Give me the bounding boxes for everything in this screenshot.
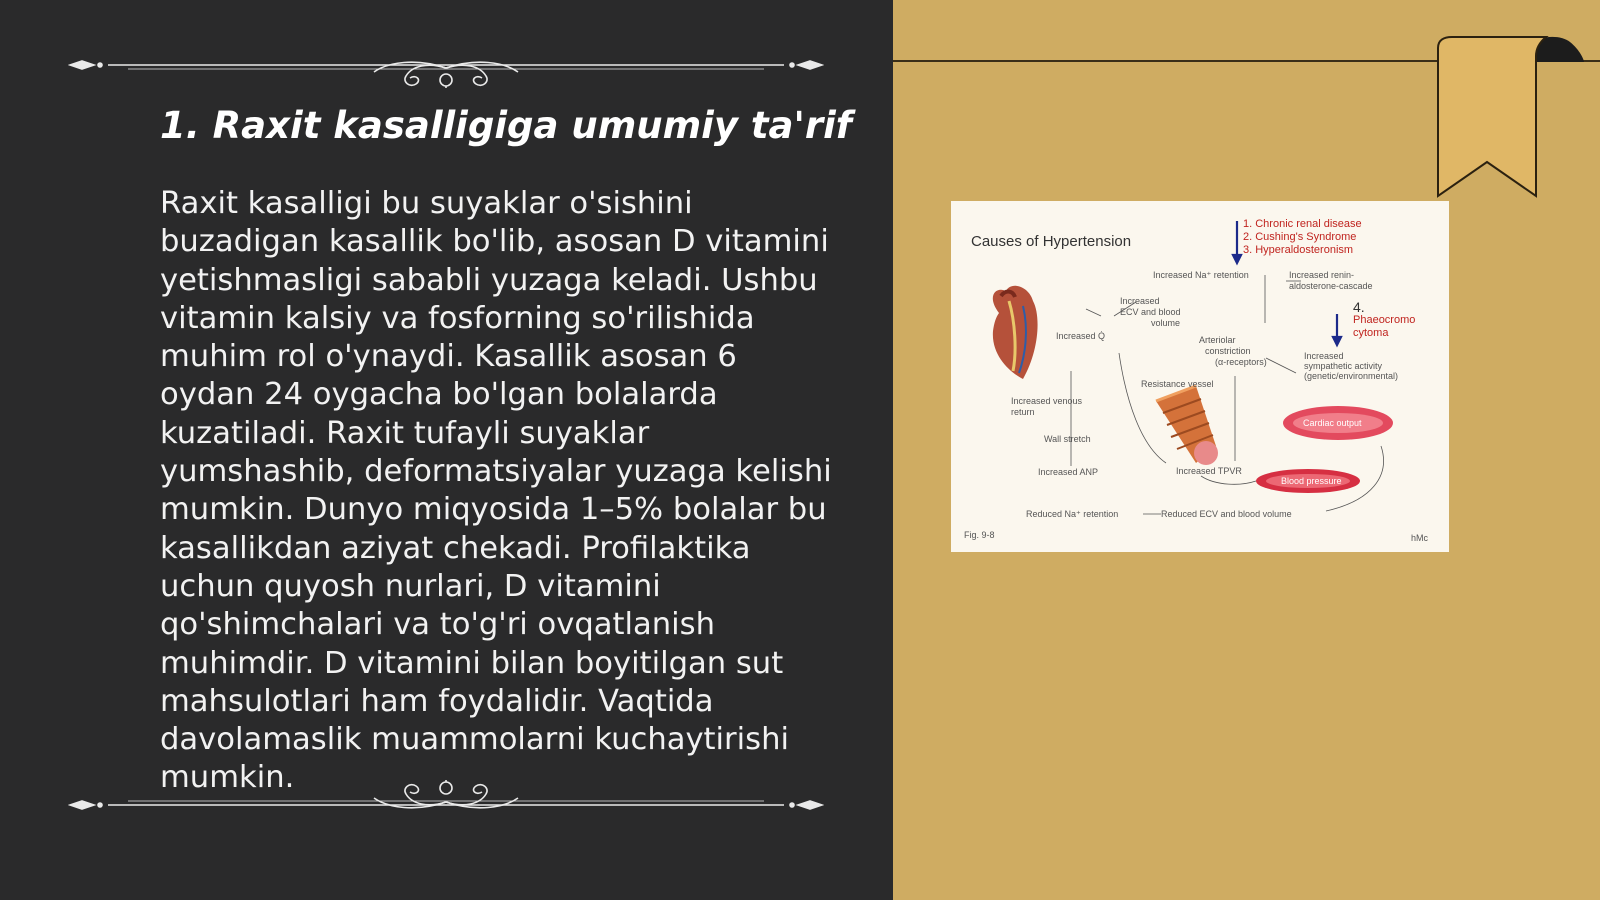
cause-3: 3. Hyperaldosteronism [1243, 244, 1354, 256]
label-arteriolar-2: constriction [1205, 346, 1251, 356]
label-cardiac-output: Cardiac output [1303, 418, 1362, 428]
label-arteriolar-3: (α-receptors) [1215, 357, 1267, 367]
label-venous-2: return [1011, 407, 1035, 417]
slide-title: 1. Raxit kasalligiga umumiy ta'rif [160, 104, 852, 147]
cause-4-number: 4. [1353, 299, 1365, 315]
label-wall-stretch: Wall stretch [1044, 434, 1091, 444]
hypertension-diagram [951, 201, 1449, 552]
label-sympathetic-3: (genetic/environmental) [1304, 371, 1399, 381]
bookmark-ribbon-icon [1436, 36, 1586, 198]
label-increased-anp: Increased ANP [1038, 467, 1099, 477]
figure-heading: Causes of Hypertension [971, 233, 1132, 250]
label-arteriolar-1: Arteriolar [1199, 335, 1236, 345]
cause-2: 2. Cushing's Syndrome [1243, 231, 1357, 243]
label-na-retention: Increased Na⁺ retention [1153, 270, 1249, 280]
top-flourish-ornament [68, 48, 824, 88]
label-increased-tpvr: Increased TPVR [1176, 466, 1242, 476]
label-credit: hMc [1411, 533, 1429, 543]
label-figure-number: Fig. 9-8 [964, 530, 995, 540]
label-sympathetic-1: Increased [1304, 351, 1344, 361]
cause-1: 1. Chronic renal disease [1243, 218, 1362, 230]
label-reduced-ecv: Reduced ECV and blood volume [1161, 509, 1292, 519]
label-resistance-vessel: Resistance vessel [1141, 379, 1214, 389]
label-venous-1: Increased venous [1011, 396, 1083, 406]
label-ecv-3: volume [1151, 318, 1181, 328]
cause-4-line-2: cytoma [1353, 327, 1389, 339]
label-reduced-na: Reduced Na⁺ retention [1026, 509, 1119, 519]
slide-body-text: Raxit kasalligi bu suyaklar o'sishini buzadigan kasallik bo'lib, asosan D vitamini yetishmasligi sababli yuzaga keladi. Ushbu vitamin kalsiy va fosforning so'rilishida muhim rol o'ynaydi. Kasallik asosan 6 oydan 24 oygacha bo'lgan bolalarda kuzatiladi. Raxit tufayli suyaklar yumshashib, deformatsiyalar yuzaga kelishi mumkin. Dunyo miqyosida 1–5% bolalar bu kasallikdan aziyat chekadi. Profilaktika uchun quyosh nurlari, D vitamini qo'shimchalari va to'g'ri ovqatlanish muhimdir. D vitamini bilan boyitilgan sut mahsulotlari ham foydalidir. Vaqtida davolamaslik muammolarni kuchaytirishi mumkin. [160, 186, 832, 796]
label-ecv-1: Increased [1120, 296, 1160, 306]
label-renin-2: aldosterone-cascade [1289, 281, 1373, 291]
cause-4-line-1: Phaeocromo [1353, 314, 1416, 326]
label-renin-1: Increased renin- [1289, 270, 1355, 280]
label-increased-q: Increased Q̇ [1056, 331, 1106, 341]
label-ecv-2: ECV and blood [1120, 307, 1181, 317]
label-sympathetic-2: sympathetic activity [1304, 361, 1383, 371]
label-blood-pressure: Blood pressure [1281, 476, 1342, 486]
